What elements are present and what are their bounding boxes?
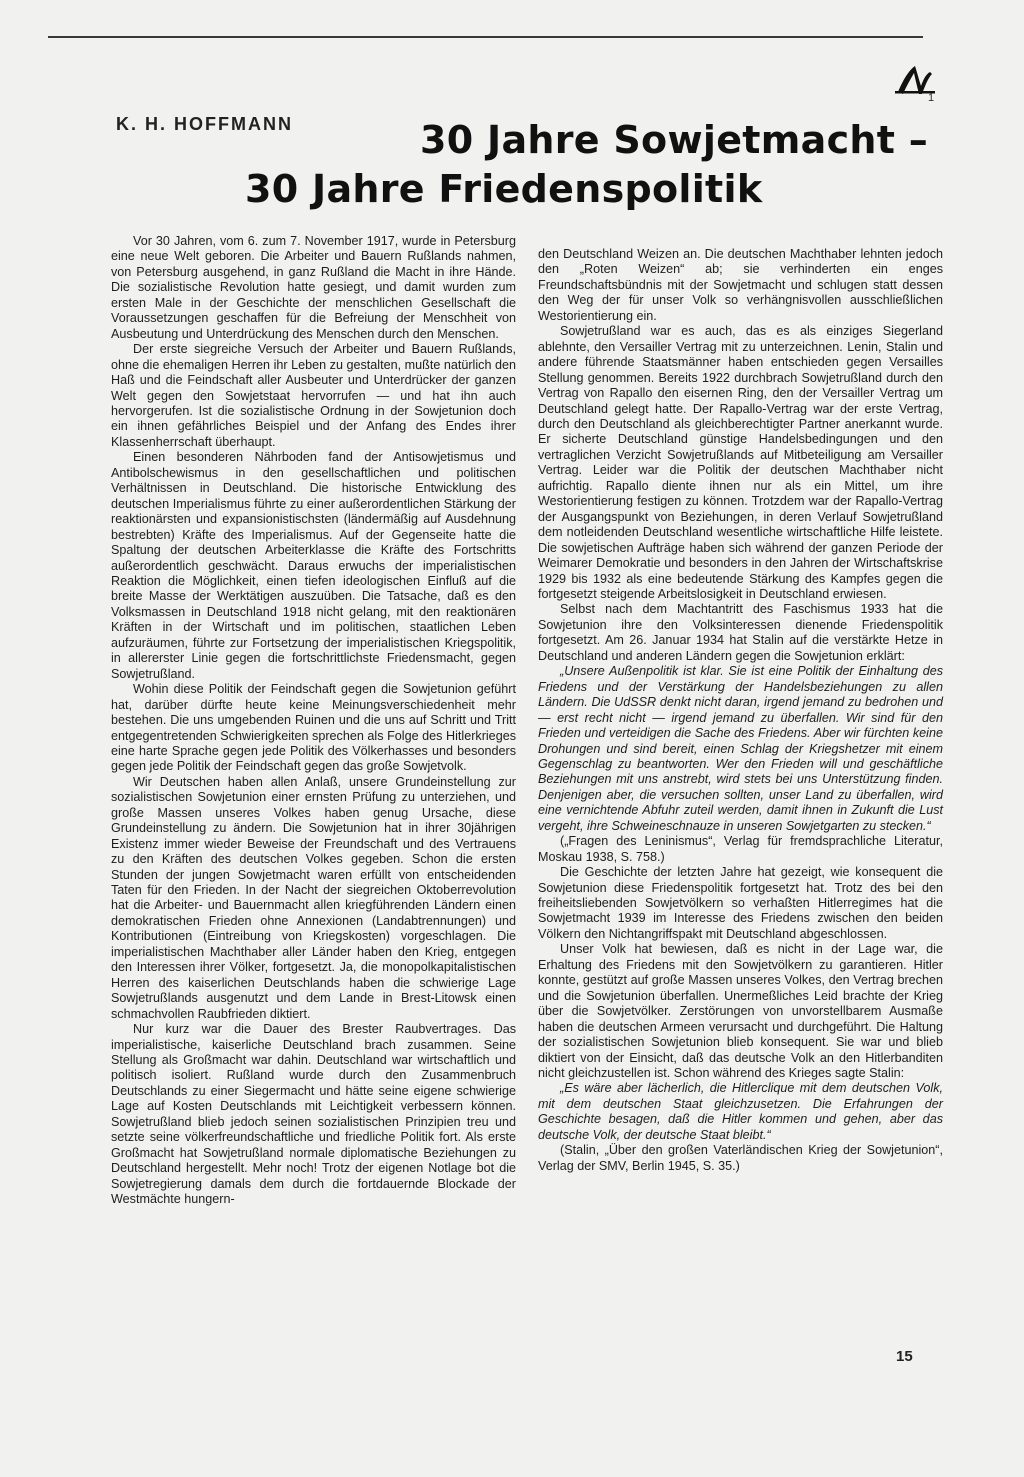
publisher-logo-icon [895, 62, 935, 96]
stalin-quote: „Unsere Außenpolitik ist klar. Sie ist eine Politik der Einhaltung des Friedens und der Verstärkung der Handelsbeziehungen zu allen Ländern. Die UdSSR denkt nicht daran, irgend jemand zu bedrohen und — erst recht nicht — irgend jemand zu überfallen. Wir sind für den Frieden und verteidigen die Sache des Friedens. Aber wir fürchten keine Drohungen und sind bereit, einen Schlag der Kriegshetzer mit einem Gegenschlag zu beantworten. Wer den Frieden will und geschäftliche Beziehungen mit uns anstrebt, wird stets bei uns Unterstützung finden. Denjenigen aber, die versuchen sollten, unser Land zu überfallen, wird eine vernichtende Abfuhr zuteil werden, damit ihnen in Zukunft die Lust vergeht, ihre Schweineschnauze in unseren Sowjetgarten zu stecken.“ [538, 664, 943, 833]
paragraph: Wohin diese Politik der Feindschaft gegen die Sowjetunion geführt hat, darüber dürfte heute keine Meinungsverschiedenheit mehr bestehen. Die uns umgebenden Ruinen und die uns auf Schritt und Tritt entgegentretenden Schwierigkeiten sprechen als Folge des Hitlerkrieges eine harte Sprache gegen jede Politik des Völkerhasses und besonders gegen jede Politik der Feindschaft gegen das große Sowjetvolk. [111, 682, 516, 774]
stalin-quote: „Es wäre aber lächerlich, die Hitlerclique mit dem deutschen Volk, mit dem deutschen Staat gleichzusetzen. Die Erfahrungen der Geschichte besagen, daß die Hitler kommen und gehen, aber das deutsche Volk, der deutsche Staat bleibt.“ [538, 1081, 943, 1142]
left-text-column [111, 234, 516, 1208]
author-name: K. H. HOFFMANN [116, 114, 293, 134]
citation: („Fragen des Leninismus“, Verlag für fremdsprachliche Literatur, Moskau 1938, S. 758.) [538, 834, 943, 864]
paragraph: Unser Volk hat bewiesen, daß es nicht in der Lage war, die Erhaltung des Friedens mit den Sowjetvölkern zu garantieren. Hitler konnte, gestützt auf große Massen unseres Volkes, den Vertrag brechen und die Sowjetunion überfallen. Unermeßliches Leid brachte der Krieg über die Sowjetvölker. Zerstörungen von unvorstellbarem Ausmaße haben die deutschen Armeen verursacht und durchgeführt. Die Haltung der sozialistischen Sowjetunion blieb konsequent. Sie war und blieb diktiert von der Einsicht, daß das deutsche Volk an den Hitlerbanditen nicht gleichzustellen ist. Schon während des Krieges sagte Stalin: [538, 942, 943, 1081]
paragraph: Selbst nach dem Machtantritt des Faschismus 1933 hat die Sowjetunion ihre den Volksinteressen dienende Friedenspolitik fortgesetzt. Am 26. Januar 1934 hat Stalin auf die verstärkte Hetze in Deutschland und anderen Ländern gegen die Sowjetunion erklärt: [538, 602, 943, 663]
top-rule [48, 36, 923, 38]
paragraph: Wir Deutschen haben allen Anlaß, unsere Grundeinstellung zur sozialistischen Sowjetunion einer ernsten Prüfung zu unterziehen, und große Massen unseres Volkes haben genug Ursache, diese Grundeinstellung zu ändern. Die Sowjetunion hat in ihrer 30jährigen Existenz immer wieder Beweise der Freundschaft und des Vertrauens zu den Kräften des deutschen Volkes gegeben. Schon die ersten Stunden der jungen Sowjetmacht waren erfüllt von entscheidenden Taten für den Frieden. In der Nacht der siegreichen Oktoberrevolution hat die Arbeiter- und Bauernmacht allen kriegführenden Ländern einen demokratischen Frieden ohne Annexionen (Landabtrennungen) und Kontributionen (Eintreibung von Kriegskosten) vorgeschlagen. Die imperialistischen Machthaber aller Länder haben den Krieg, entgegen den Interessen ihrer Völker, fortgesetzt. Ja, die monopolkapitalistischen Herren des kaiserlichen Deutschlands haben die schwierige Lage Sowjetrußlands ausgenutzt und dem Lande in Brest-Litowsk einen schmachvollen Raubfrieden diktiert. [111, 774, 516, 1021]
paragraph: Sowjetrußland war es auch, das es als einziges Siegerland ablehnte, den Versailler Vertrag mit zu unterzeichnen. Lenin, Stalin und andere führende Staatsmänner haben entschieden gegen Versailles Stellung genommen. Bereits 1922 durchbrach Sowjetrußland durch den Vertrag von Rapallo den eisernen Ring, den der Versailler Vertrag um Deutschland gelegt hatte. Der Rapallo-Vertrag war der erste Vertrag, durch den Deutschland als gleichberechtigter Partner anerkannt wurde. Er sicherte Deutschland günstige Handelsbedingungen und den vertraglichen Verzicht Sowjetrußlands auf Mitbeteiligung am Versailler Vertrag. Leider war die Politik der deutschen Machthaber nicht aufrichtig. Rapallo diente ihnen nur als ein Mittel, um ihre Westorientierung festigen zu können. Trotzdem war der Rapallo-Vertrag der Ausgangspunkt von Beziehungen, in deren Verlauf Sowjetrußland dem notleidenden Deutschland wesentliche wirtschaftliche Hilfe leistete. Die sowjetischen Aufträge haben sich während der ganzen Periode der Weimarer Demokratie und besonders in den Jahren der Wirtschaftskrise 1929 bis 1932 als eine bedeutende Stärkung des Kampfes gegen die fortgesetzt steigende Arbeitslosigkeit in Deutschland erwiesen. [538, 324, 943, 601]
paragraph: Vor 30 Jahren, vom 6. zum 7. November 1917, wurde in Petersburg eine neue Welt geboren. Die Arbeiter und Bauern Rußlands nahmen, von Petersburg ausgehend, in ganz Rußland die Macht in ihre Hände. Die sozialistische Revolution hatte gesiegt, und damit wurden zum ersten Male in der Geschichte der menschlichen Gesellschaft die Voraussetzungen geschaffen für die Befreiung der Menschheit von Ausbeutung und Unterdrückung des Menschen durch den Menschen. [111, 234, 516, 341]
citation: (Stalin, „Über den großen Vaterländischen Krieg der Sowjetunion“, Verlag der SMV, Berlin 1945, S. 35.) [538, 1143, 943, 1173]
paragraph: Einen besonderen Nährboden fand der Antisowjetismus und Antibolschewismus in den gesellschaftlichen und politischen Verhältnissen in Deutschland. Die historische Entwicklung des deutschen Imperialismus führte zu einer außerordentlichen Stärkung der reaktionärsten und expansionistischsten (ländermäßig auf Ausdehnung bestrebten) Kräfte des Imperialismus. Auf der Gegenseite hatte die Spaltung der deutschen Arbeiterklasse die Kräfte des Fortschritts außerordentlich geschwächt. Daraus erwuchs der imperialistischen Reaktion die Möglichkeit, einen tiefen ideologischen Einfluß auf die breite Masse der Werktätigen auszuüben. Die Tatsache, daß es den Volksmassen in Deutschland 1918 nicht gelang, mit den reaktionären Kräften in der Wirtschaft und im politischen, staatlichen Leben aufzuräumen, führte zur Fortsetzung der imperialistischen Kriegspolitik, in allererster Linie gegen die fortschrittlichste Friedensmacht, gegen Sowjetrußland. [111, 450, 516, 681]
paragraph: den Deutschland Weizen an. Die deutschen Machthaber lehnten jedoch den „Roten Weizen“ ab; sie verhinderten ein enges Freundschaftsbündnis mit der Sowjetmacht und schlugen statt dessen den Weg der für unser Volk so verhängnisvollen ausschließlichen Westorientierung ein. [538, 247, 943, 323]
logo-number: 1 [928, 92, 935, 104]
paragraph: Nur kurz war die Dauer des Brester Raubvertrages. Das imperialistische, kaiserliche Deutschland brach zusammen. Seine Stellung als Großmacht war dahin. Deutschland war wirtschaftlich und politisch isoliert. Rußland wurde durch den Zusammenbruch Deutschlands zu einer Siegermacht und hätte seine eigene schwierige Lage auf Kosten Deutschlands mit Leichtigkeit verbessern können. Sowjetrußland blieb jedoch seinen sozialistischen Prinzipien treu und setzte seine völkerfreundschaftliche und friedliche Politik fort. Als erste Großmacht hat Sowjetrußland normale diplomatische Beziehungen zu Deutschland hergestellt. Mehr noch! Trotz der eigenen Notlage bot die Sowjetregierung damals dem durch die fortdauernde Blockade der Westmächte hungern- [111, 1022, 516, 1207]
page-number: 15 [896, 1348, 913, 1365]
right-text-column [538, 247, 943, 1174]
paragraph: Der erste siegreiche Versuch der Arbeiter und Bauern Rußlands, ohne die ehemaligen Herren ihr Leben zu gestalten, mußte natürlich den Haß und die Feindschaft aller Ausbeuter und Unterdrücker der ganzen Welt gegen den Sowjetstaat hervorrufen — und hat ihn auch hervorgerufen. Ist die sozialistische Ordnung in der Sowjetunion doch ein ihnen gefährliches Beispiel und der Anfang des Endes ihrer Klassenherrschaft überhaupt. [111, 342, 516, 449]
article-title-line-1: 30 Jahre Sowjetmacht – [420, 118, 929, 162]
article-title-line-2: 30 Jahre Friedenspolitik [245, 167, 763, 211]
paragraph: Die Geschichte der letzten Jahre hat gezeigt, wie konsequent die Sowjetunion diese Friedenspolitik fortgesetzt hat. Trotz des bei den freiheitsliebenden Sowjetvölkern so verhaßten Hitlerregimes hat die Sowjetmacht 1939 im Interesse des Friedens zwischen den beiden Völkern den Nichtangriffspakt mit Deutschland abgeschlossen. [538, 865, 943, 941]
